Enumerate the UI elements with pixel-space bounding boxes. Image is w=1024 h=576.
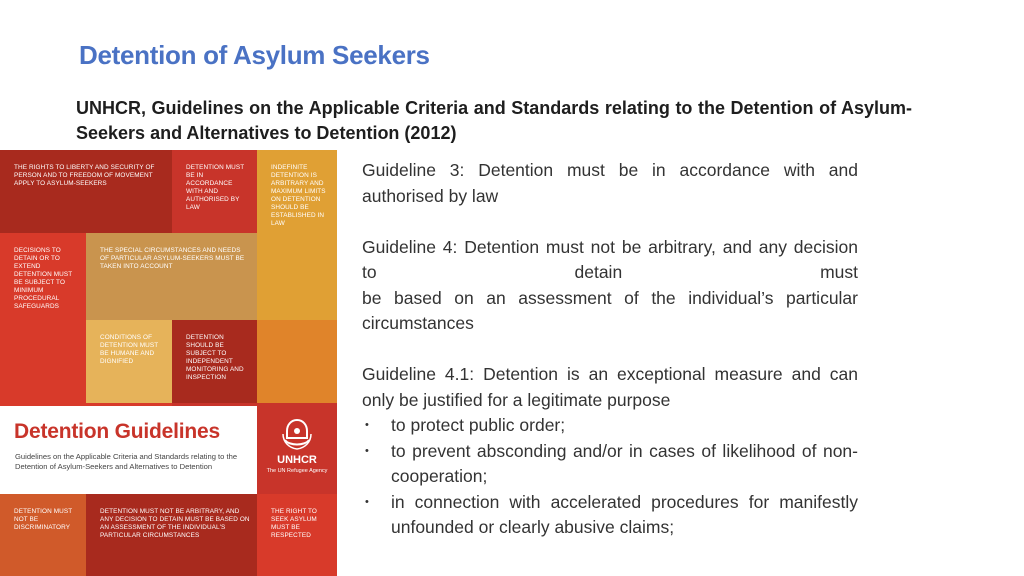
cover-cell: THE SPECIAL CIRCUMSTANCES AND NEEDS OF PARTICULAR ASYLUM-SEEKERS MUST BE TAKEN INTO ACCOUNT <box>86 233 257 320</box>
guidelines-text <box>362 158 858 541</box>
unhcr-logo: UNHCR The UN Refugee Agency <box>257 406 337 494</box>
bullet-icon: • <box>365 444 369 457</box>
cover-cell: DETENTION MUST BE IN ACCORDANCE WITH AND AUTHORISED BY LAW <box>172 150 257 233</box>
list-item: • to prevent absconding and/or in cases of likelihood of non-cooperation; <box>365 440 858 486</box>
guidelines-cover-image <box>0 150 337 576</box>
cover-cell: INDEFINITE DETENTION IS ARBITRARY AND MAXIMUM LIMITS ON DETENTION SHOULD BE ESTABLISHED IN LAW <box>257 150 337 320</box>
page-subtitle: UNHCR, Guidelines on the Applicable Criteria and Standards relating to the Detention of Asylum-Seekers and Alternatives to Detention (2012) <box>76 98 912 143</box>
cover-cell: THE RIGHTS TO LIBERTY AND SECURITY OF PERSON AND TO FREEDOM OF MOVEMENT APPLY TO ASYLUM-SEEKERS <box>0 150 172 233</box>
list-item: • to protect public order; <box>362 413 858 439</box>
bullet-icon: • <box>365 419 369 431</box>
guideline-3: Guideline 3: Detention must be in accordance with and authorised by law <box>362 160 858 206</box>
guideline-4-line1: Guideline 4: Detention must not be arbitrary, and any decision to detain must <box>362 236 858 282</box>
cover-subtitle: Guidelines on the Applicable Criteria and Standards relating to the Detention of Asylum-Seekers and Alternatives to Detention <box>15 452 238 471</box>
cover-cell: DETENTION MUST NOT BE DISCRIMINATORY <box>0 494 86 576</box>
guideline-4-line2: be based on an assessment of the individual’s particular circumstances <box>362 287 858 333</box>
unhcr-emblem-icon <box>281 416 313 452</box>
guideline-4-1: Guideline 4.1: Detention is an exceptional measure and can only be justified for a legitimate purpose <box>362 364 858 410</box>
cover-cell: DETENTION SHOULD BE SUBJECT TO INDEPENDENT MONITORING AND INSPECTION <box>172 320 257 403</box>
cover-cell: THE RIGHT TO SEEK ASYLUM MUST BE RESPECTED <box>257 494 337 576</box>
bullet-icon: • <box>365 495 369 508</box>
page-title: Detention of Asylum Seekers <box>79 40 430 70</box>
purpose-list <box>362 413 858 541</box>
cover-block <box>257 320 337 403</box>
list-item: • in connection with accelerated procedures for manifestly unfounded or clearly abusive claims; <box>365 491 858 537</box>
cover-cell: CONDITIONS OF DETENTION MUST BE HUMANE AND DIGNIFIED <box>86 320 172 403</box>
cover-cell: DETENTION MUST NOT BE ARBITRARY, AND ANY DECISION TO DETAIN MUST BE BASED ON AN ASSESSMENT OF THE INDIVIDUAL'S PARTICULAR CIRCUMSTANCES <box>86 494 257 576</box>
cover-title: Detention Guidelines <box>14 420 221 443</box>
cover-cell: DECISIONS TO DETAIN OR TO EXTEND DETENTION MUST BE SUBJECT TO MINIMUM PROCEDURAL SAFEGUARDS <box>0 233 86 403</box>
guideline-4 <box>362 235 858 337</box>
